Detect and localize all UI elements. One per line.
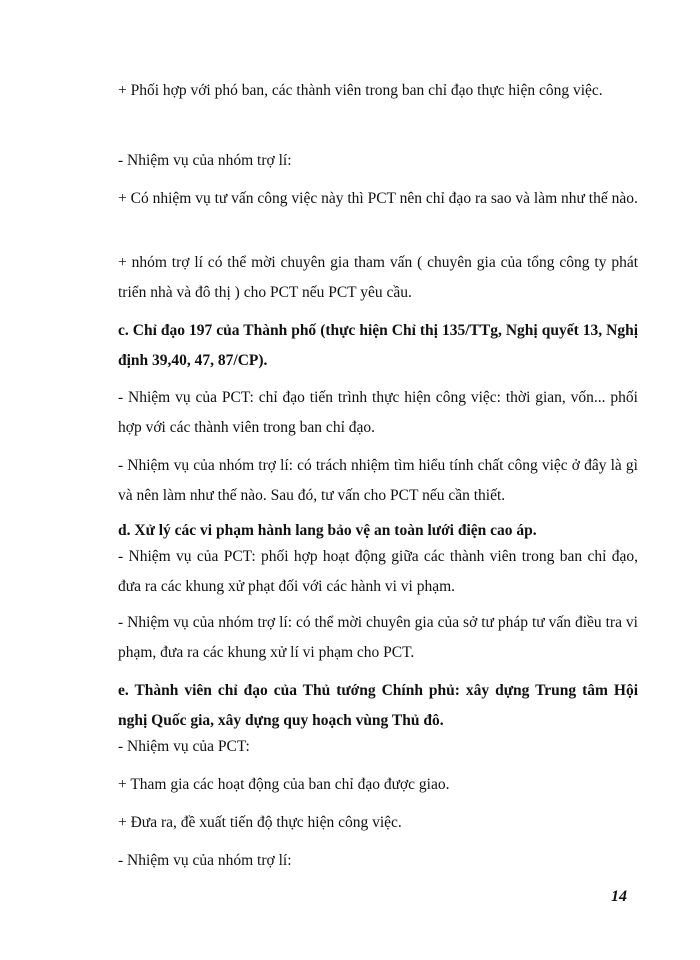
paragraph-bullet-advise: + Có nhiệm vụ tư vấn công việc này thì PCT nên chỉ đạo ra sao và làm như thế nào. [118,190,638,207]
page-number: 14 [611,888,627,905]
paragraph-pct-task-d: - Nhiệm vụ của PCT: phối hợp hoạt động giữa các thành viên trong ban chỉ đạo, đưa ra các khung xử phạt đối với các hành vi vi phạm. [118,548,638,595]
paragraph-assistant-task-e: - Nhiệm vụ của nhóm trợ lí: [118,852,292,869]
paragraph-pct-task-e: - Nhiệm vụ của PCT: [118,738,250,755]
section-heading-c: c. Chỉ đạo 197 của Thành phố (thực hiện Chỉ thị 135/TTg, Nghị quyết 13, Nghị định 39,40, 47, 87/CP). [118,322,638,369]
paragraph-assistant-task-heading: - Nhiệm vụ của nhóm trợ lí: [118,152,292,169]
paragraph-bullet-participate: + Tham gia các hoạt động của ban chỉ đạo được giao. [118,776,450,793]
paragraph-bullet-coordinate: + Phối hợp với phó ban, các thành viên trong ban chỉ đạo thực hiện công việc. [118,82,603,99]
paragraph-pct-task-c: - Nhiệm vụ của PCT: chỉ đạo tiến trình thực hiện công việc: thời gian, vốn... phối hợp với các thành viên trong ban chỉ đạo. [118,389,638,436]
section-heading-e: e. Thành viên chỉ đạo của Thủ tướng Chính phủ: xây dựng Trung tâm Hội nghị Quốc gia, xây dựng quy hoạch vùng Thủ đô. [118,682,638,729]
paragraph-assistant-task-d: - Nhiệm vụ của nhóm trợ lí: có thể mời chuyên gia của sở tư pháp tư vấn điều tra vi phạm, đưa ra các khung xử lí vi phạm cho PCT. [118,614,638,661]
paragraph-assistant-task-c: - Nhiệm vụ của nhóm trợ lí: có trách nhiệm tìm hiểu tính chất công việc ở đây là gì và nên làm như thế nào. Sau đó, tư vấn cho PCT nếu cần thiết. [118,457,638,504]
paragraph-bullet-consult: + nhóm trợ lí có thể mời chuyên gia tham vấn ( chuyên gia của tổng công ty phát triển nhà và đô thị ) cho PCT nếu PCT yêu cầu. [118,254,638,301]
paragraph-bullet-propose: + Đưa ra, đề xuất tiến độ thực hiện công việc. [118,814,402,831]
section-heading-d: d. Xử lý các vi phạm hành lang bảo vệ an toàn lưới điện cao áp. [118,522,537,539]
